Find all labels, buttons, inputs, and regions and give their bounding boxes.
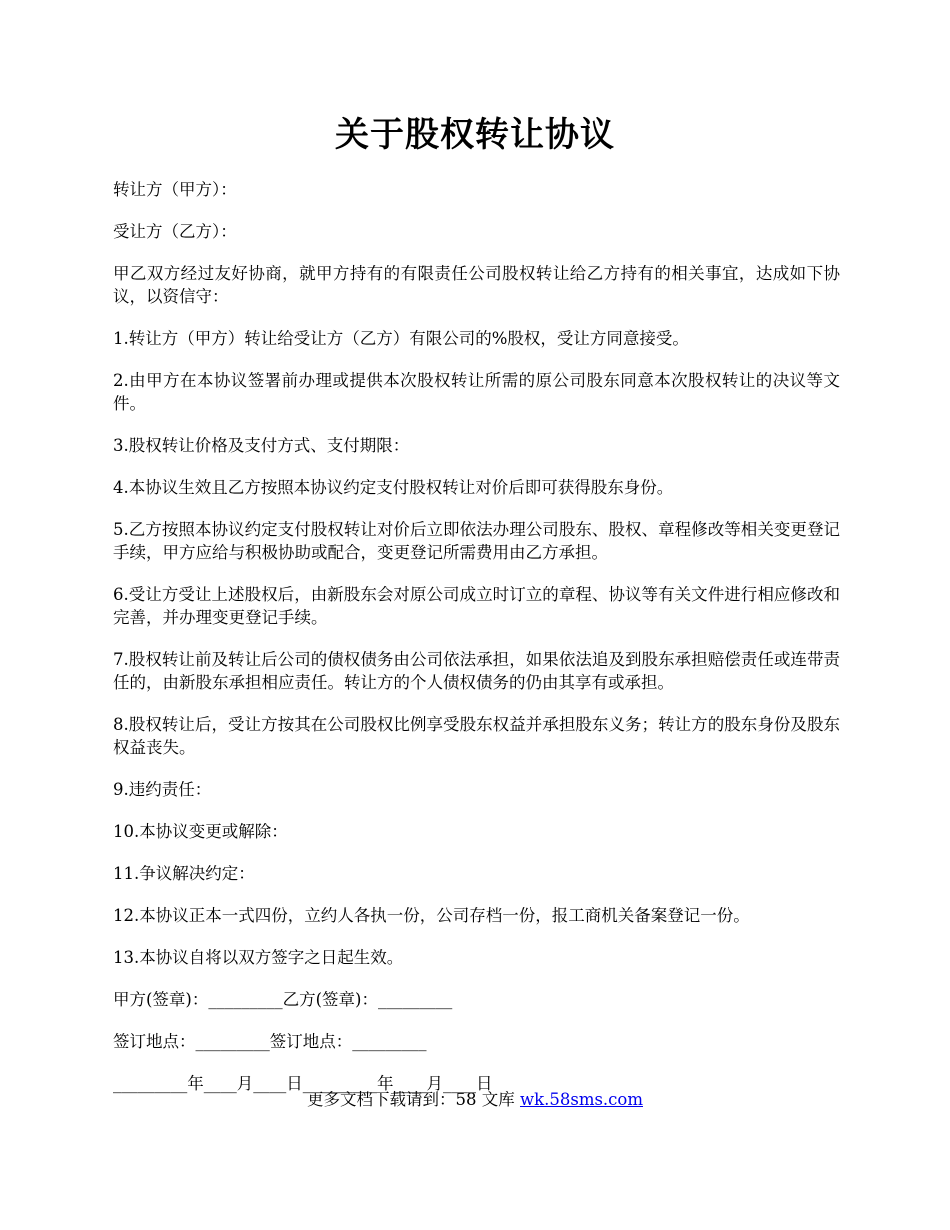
document-title: 关于股权转让协议 [335,115,615,155]
clause-13: 13.本协议自将以双方签字之日起生效。 [113,948,404,967]
footer-download-note [0,1088,950,1111]
clause-7: 7.股权转让前及转让后公司的债权债务由公司依法承担，如果依法追及到股东承担赔偿责任或连带责任的，由新股东承担相应责任。转让方的个人债权债务的仍由其享有或承担。 [113,650,840,692]
clause-6: 6.受让方受让上述股权后，由新股东会对原公司成立时订立的章程、协议等有关文件进行相应修改和完善，并办理变更登记手续。 [113,585,840,627]
clause-4: 4.本协议生效且乙方按照本协议约定支付股权转让对价后即可获得股东身份。 [113,478,674,497]
clause-11: 11.争议解决约定： [113,864,255,883]
footer-website-link[interactable]: wk.58sms.com [519,1090,643,1109]
clause-5: 5.乙方按照本协议约定支付股权转让对价后立即依法办理公司股东、股权、章程修改等相关变更登记手续，甲方应给与积极协助或配合，变更登记所需费用由乙方承担。 [113,520,840,562]
clause-10: 10.本协议变更或解除： [113,822,288,841]
footer-prefix: 更多文档下载请到：58 文库 [306,1090,520,1109]
document-body [113,178,840,1114]
clause-12: 12.本协议正本一式四份，立约人各执一份，公司存档一份，报工商机关备案登记一份。 [113,906,750,925]
paragraph-preamble: 甲乙双方经过友好协商，就甲方持有的有限责任公司股权转让给乙方持有的相关事宜，达成如下协议，以资信守： [113,264,840,306]
clause-2: 2.由甲方在本协议签署前办理或提供本次股权转让所需的原公司股东同意本次股权转让的决议等文件。 [113,371,840,413]
paragraph-transferee: 受让方（乙方）： [113,222,237,241]
signature-line: 甲方(签章)：_________乙方(签章)：_________ [113,990,453,1009]
clause-9: 9.违约责任： [113,780,212,799]
clause-8: 8.股权转让后，受让方按其在公司股权比例享受股东权益并承担股东义务；转让方的股东身份及股东权益丧失。 [113,715,840,757]
signing-location-line: 签订地点：_________签订地点：_________ [113,1032,427,1051]
paragraph-transferor: 转让方（甲方）： [113,180,237,199]
clause-3: 3.股权转让价格及支付方式、支付期限： [113,436,410,455]
signing-date-line: _________年____月____日_________年____月____日 [113,1074,493,1093]
clause-1: 1.转让方（甲方）转让给受让方（乙方）有限公司的%股权，受让方同意接受。 [113,329,689,348]
